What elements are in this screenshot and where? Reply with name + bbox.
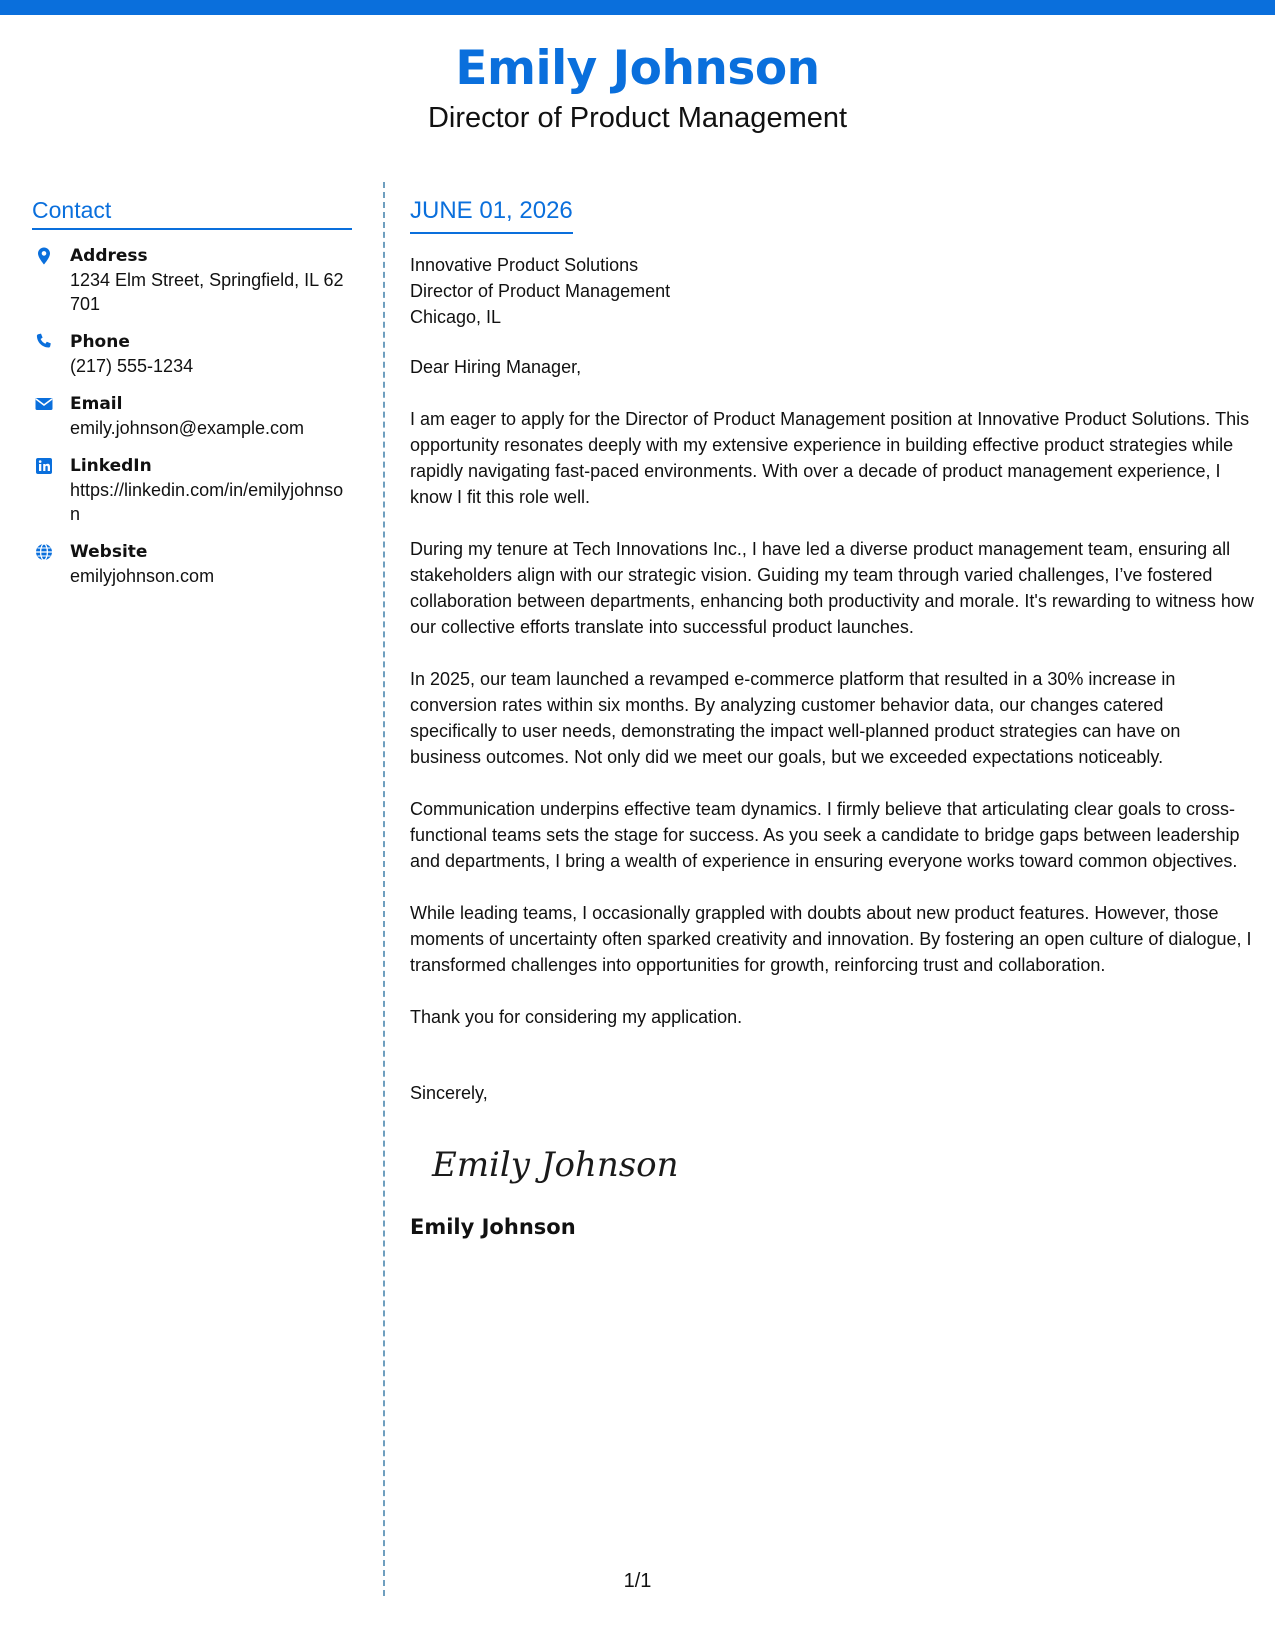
envelope-icon	[34, 394, 54, 414]
body-paragraph: I am eager to apply for the Director of Product Management position at Innovative Product Solutions. This opportunity resonates deeply with my extensive experience in building effective product strategies while rapidly navigating fast-paced environments. With over a decade of product management experience, I know I fit this role well.	[410, 409, 1250, 507]
recipient-position: Director of Product Management	[410, 281, 671, 301]
top-accent-bar	[0, 0, 1275, 15]
email-value[interactable]: emily.johnson@example.com	[70, 418, 305, 438]
linkedin-value[interactable]: https://linkedin.com/in/emilyjohnson	[70, 480, 344, 524]
body-paragraph: In 2025, our team launched a revamped e-commerce platform that resulted in a 30% increase in conversion rates within six months. By analyzing customer behavior data, our changes catered specifically to user needs, demonstrating the impact well-planned product strategies can have on business outcomes. Not only did we meet our goals, but we exceeded expectations noticeably.	[410, 669, 1181, 767]
closing: Sincerely,	[410, 1083, 488, 1103]
contact-label: Phone	[70, 332, 130, 352]
page-number: 1/1	[623, 1570, 652, 1592]
location-pin-icon	[34, 246, 54, 266]
contact-item-linkedin	[32, 454, 352, 526]
applicant-title: Director of Product Management	[427, 102, 848, 134]
contact-label: Website	[70, 542, 148, 562]
contact-label: LinkedIn	[70, 456, 152, 476]
contact-label: Address	[70, 246, 148, 266]
contact-heading: Contact	[32, 196, 352, 230]
letter-body	[410, 196, 1255, 1241]
recipient-block	[410, 252, 1255, 330]
column-divider	[383, 182, 385, 1596]
handwritten-signature	[428, 1136, 688, 1196]
body-paragraph: Communication underpins effective team dynamics. I firmly believe that articulating clear goals to cross-functional teams sets the stage for success. As you seek a candidate to bridge gaps between leadership and departments, I bring a wealth of experience in ensuring everyone works toward common objectives.	[410, 799, 1240, 871]
phone-icon	[34, 332, 54, 352]
header	[0, 40, 1275, 136]
contact-item-phone	[32, 330, 352, 378]
recipient-location: Chicago, IL	[410, 307, 502, 327]
contact-sidebar	[32, 196, 352, 602]
body-paragraph: While leading teams, I occasionally grappled with doubts about new product features. However, those moments of uncertainty often sparked creativity and innovation. By fostering an open culture of dialogue, I transformed challenges into opportunities for growth, reinforcing trust and collaboration.	[410, 903, 1252, 975]
contact-item-email	[32, 392, 352, 440]
applicant-name: Emily Johnson	[455, 41, 820, 96]
globe-icon	[34, 542, 54, 562]
linkedin-icon	[34, 456, 54, 476]
contact-label: Email	[70, 394, 123, 414]
salutation: Dear Hiring Manager,	[410, 357, 582, 377]
phone-value[interactable]: (217) 555-1234	[70, 356, 194, 376]
letter-date: JUNE 01, 2026	[410, 196, 573, 234]
thank-you-line: Thank you for considering my application.	[410, 1007, 743, 1027]
contact-item-address	[32, 244, 352, 316]
signer-name: Emily Johnson	[410, 1215, 576, 1239]
recipient-company: Innovative Product Solutions	[410, 255, 639, 275]
website-value[interactable]: emilyjohnson.com	[70, 566, 215, 586]
contact-item-website	[32, 540, 352, 588]
body-paragraph: During my tenure at Tech Innovations Inc., I have led a diverse product management team, ensuring all stakeholders align with our strategic vision. Guiding my team through varied challenges, I’ve fostered collaboration between departments, enhancing both productivity and morale. It's rewarding to witness how our collective efforts translate into successful product launches.	[410, 539, 1254, 637]
address-value: 1234 Elm Street, Springfield, IL 62701	[70, 270, 344, 314]
svg-text:Emily Johnson: Emily Johnson	[432, 1145, 679, 1185]
